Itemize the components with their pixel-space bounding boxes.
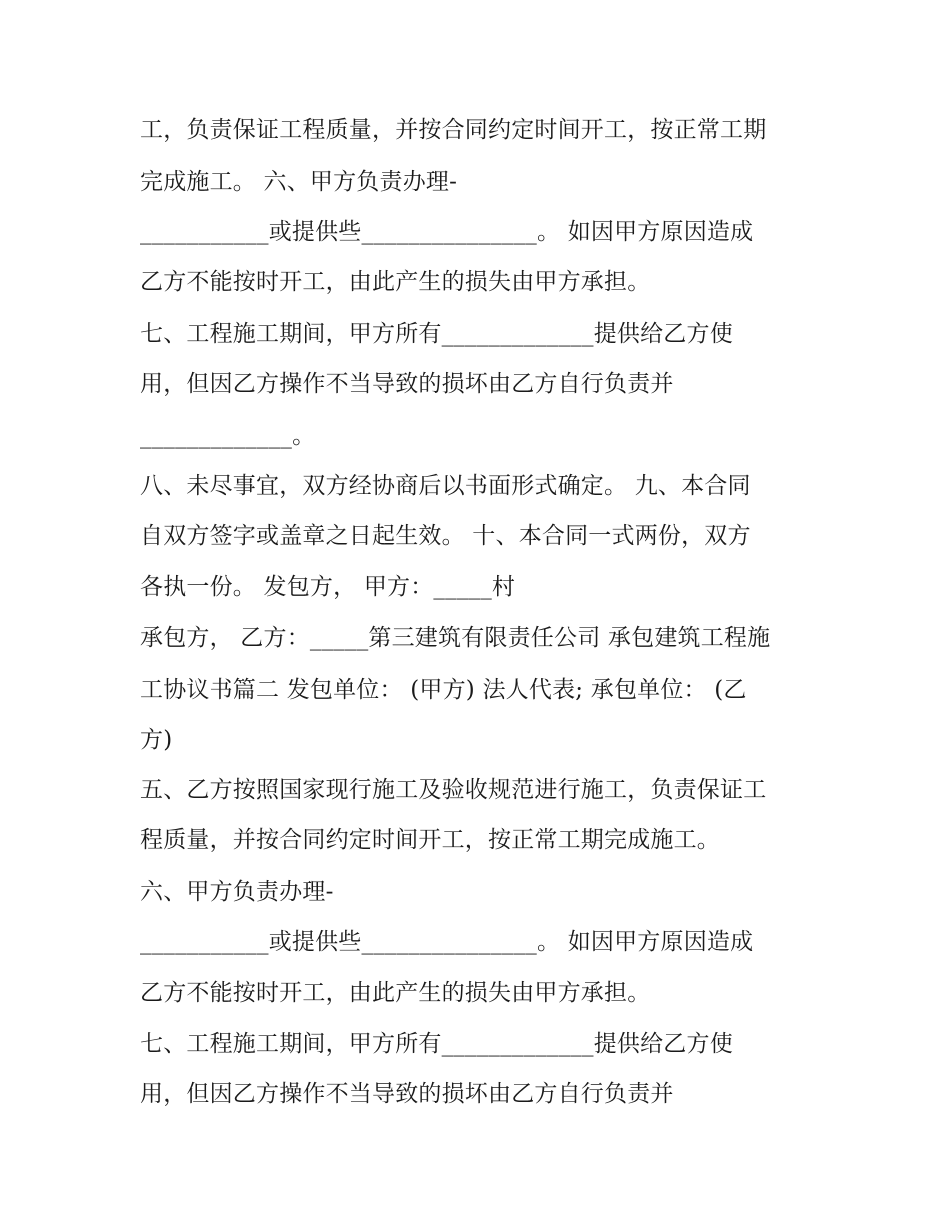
text-line: 程质量，并按合同约定时间开工，按正常工期完成施工。 [140, 827, 720, 853]
text-line: 各执一份。 发包方， 甲方：_____村 [140, 574, 516, 600]
text-line: 七、工程施工期间，甲方所有_____________提供给乙方使 [140, 1031, 733, 1057]
text-line: 自双方签字或盖章之日起生效。 十、本合同一式两份，双方 [140, 523, 751, 549]
text-line: 乙方不能按时开工，由此产生的损失由甲方承担。 [140, 269, 651, 295]
text-line: 完成施工。 六、甲方负责办理- [140, 169, 458, 195]
text-line: 五、乙方按照国家现行施工及验收规范进行施工，负责保证工 [140, 777, 767, 803]
text-line: 用，但因乙方操作不当导致的损坏由乙方自行负责并 [140, 1081, 674, 1107]
text-line: 八、未尽事宜，双方经协商后以书面形式确定。 九、本合同 [140, 473, 751, 499]
text-line: 承包方， 乙方：_____第三建筑有限责任公司 承包建筑工程施 [140, 625, 771, 651]
text-line: _____________。 [140, 423, 316, 449]
text-line: 工协议书篇二 发包单位： (甲方) 法人代表; 承包单位： (乙 [140, 677, 747, 703]
text-line: 用，但因乙方操作不当导致的损坏由乙方自行负责并 [140, 371, 674, 397]
text-line: 工，负责保证工程质量，并按合同约定时间开工，按正常工期 [140, 117, 767, 143]
text-line: 六、甲方负责办理- [140, 879, 334, 905]
text-line: 方) [140, 727, 173, 753]
text-line: ___________或提供些_______________。 如因甲方原因造成 [140, 219, 754, 245]
text-line: 七、工程施工期间，甲方所有_____________提供给乙方使 [140, 321, 733, 347]
text-line: ___________或提供些_______________。 如因甲方原因造成 [140, 929, 754, 955]
text-line: 乙方不能按时开工，由此产生的损失由甲方承担。 [140, 980, 651, 1006]
